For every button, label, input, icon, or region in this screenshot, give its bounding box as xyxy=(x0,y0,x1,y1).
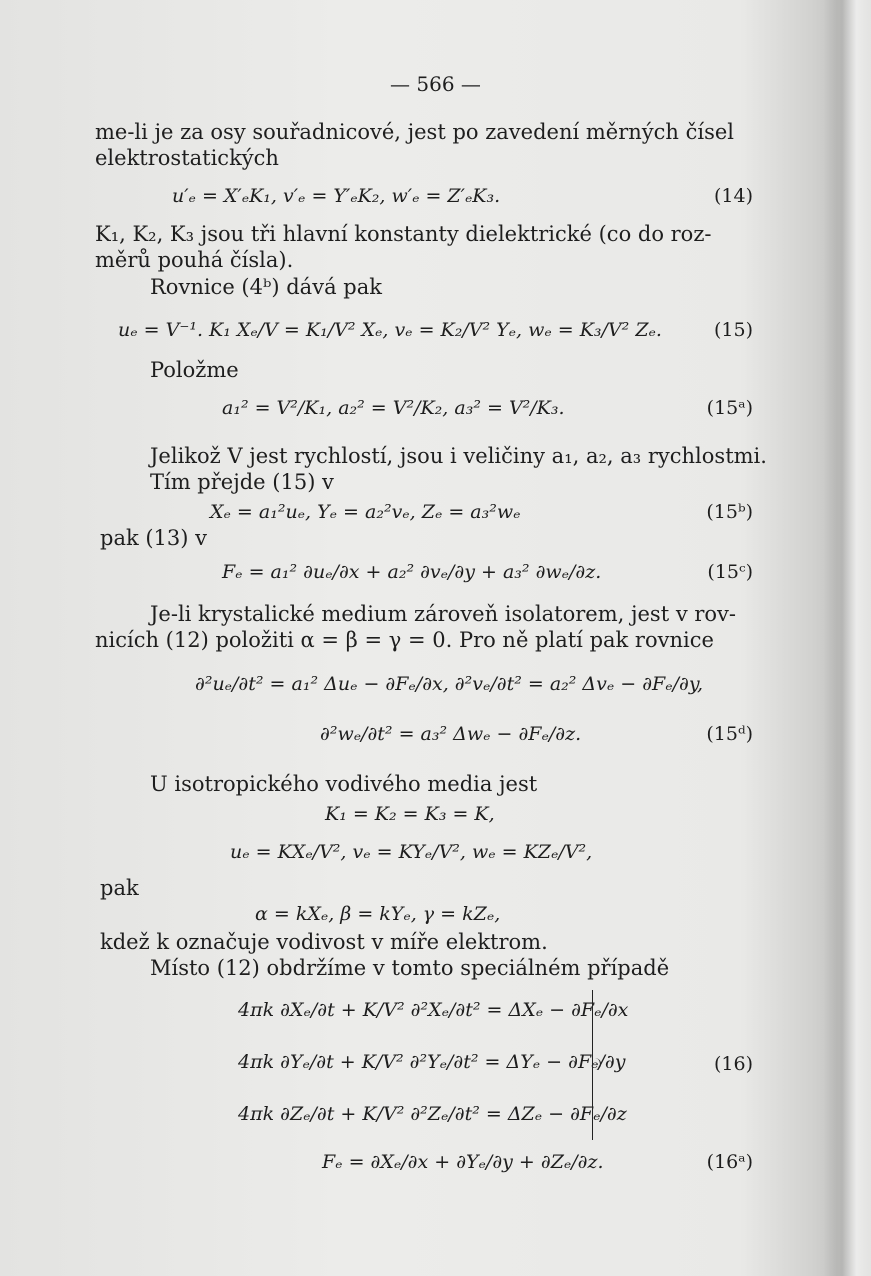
equation: Xₑ = a₁²uₑ, Yₑ = a₂²vₑ, Zₑ = a₃²wₑ xyxy=(210,501,521,523)
text-line: elektrostatických xyxy=(95,146,279,170)
equation: ∂²wₑ/∂t² = a₃² Δwₑ − ∂Fₑ/∂z. xyxy=(320,723,582,745)
text-line: Je-li krystalické medium zároveň isolatorem, jest v rov- xyxy=(150,602,737,626)
page-binding-shadow xyxy=(823,0,871,1276)
equation-number: (15ᶜ) xyxy=(707,561,753,583)
equation-number: (15) xyxy=(713,319,753,341)
equation-number: (16) xyxy=(713,1053,753,1075)
equation: Fₑ = ∂Xₑ/∂x + ∂Yₑ/∂y + ∂Zₑ/∂z. xyxy=(322,1151,604,1173)
text-line: měrů pouhá čísla). xyxy=(95,248,294,272)
equation: α = kXₑ, β = kYₑ, γ = kZₑ, xyxy=(255,903,501,925)
equation-number: (14) xyxy=(713,185,753,207)
equation-number: (16ᵃ) xyxy=(706,1151,753,1173)
text-line: pak (13) v xyxy=(100,526,208,550)
equation: ∂²uₑ/∂t² = a₁² Δuₑ − ∂Fₑ/∂x, ∂²vₑ/∂t² = a₂² Δvₑ − ∂Fₑ/∂y, xyxy=(195,673,704,695)
equation: u′ₑ = X′ₑK₁, v′ₑ = Y′ₑK₂, w′ₑ = Z′ₑK₃. xyxy=(172,185,501,207)
equation-number: (15ᵃ) xyxy=(706,397,753,419)
text-line: Rovnice (4ᵇ) dává pak xyxy=(150,275,382,299)
text-line: K₁, K₂, K₃ jsou tři hlavní konstanty dielektrické (co do roz- xyxy=(95,222,712,246)
equation: a₁² = V²/K₁, a₂² = V²/K₂, a₃² = V²/K₃. xyxy=(222,397,565,419)
text-line: Místo (12) obdržíme v tomto speciálném případě xyxy=(150,956,670,980)
text-line: Tím přejde (15) v xyxy=(150,470,334,494)
equation: 4πk ∂Yₑ/∂t + K/V² ∂²Yₑ/∂t² = ΔYₑ − ∂Fₑ/∂y xyxy=(238,1051,626,1073)
text-line: U isotropického vodivého media jest xyxy=(150,772,538,796)
text-line: nicích (12) položiti α = β = γ = 0. Pro ně platí pak rovnice xyxy=(95,628,714,652)
right-brace xyxy=(592,990,599,1140)
page-number: — 566 — xyxy=(390,72,481,96)
equation: Fₑ = a₁² ∂uₑ/∂x + a₂² ∂vₑ/∂y + a₃² ∂wₑ/∂z. xyxy=(222,561,602,583)
text-line: me-li je za osy souřadnicové, jest po zavedení měrných čísel xyxy=(95,120,734,144)
equation-number: (15ᵇ) xyxy=(706,501,753,523)
equation: uₑ = V⁻¹. K₁ Xₑ/V = K₁/V² Xₑ, vₑ = K₂/V² Yₑ, wₑ = K₃/V² Zₑ. xyxy=(118,319,662,341)
text-line: pak xyxy=(100,876,139,900)
equation: 4πk ∂Xₑ/∂t + K/V² ∂²Xₑ/∂t² = ΔXₑ − ∂Fₑ/∂x xyxy=(238,999,629,1021)
equation: K₁ = K₂ = K₃ = K, xyxy=(325,803,495,825)
text-line: Položme xyxy=(150,358,239,382)
text-line: Jelikož V jest rychlostí, jsou i veličiny a₁, a₂, a₃ rychlostmi. xyxy=(150,444,767,468)
equation: 4πk ∂Zₑ/∂t + K/V² ∂²Zₑ/∂t² = ΔZₑ − ∂Fₑ/∂z xyxy=(238,1103,627,1125)
equation-number: (15ᵈ) xyxy=(706,723,753,745)
equation: uₑ = KXₑ/V², vₑ = KYₑ/V², wₑ = KZₑ/V², xyxy=(230,841,593,863)
text-line: kdež k označuje vodivost v míře elektrom. xyxy=(100,930,548,954)
